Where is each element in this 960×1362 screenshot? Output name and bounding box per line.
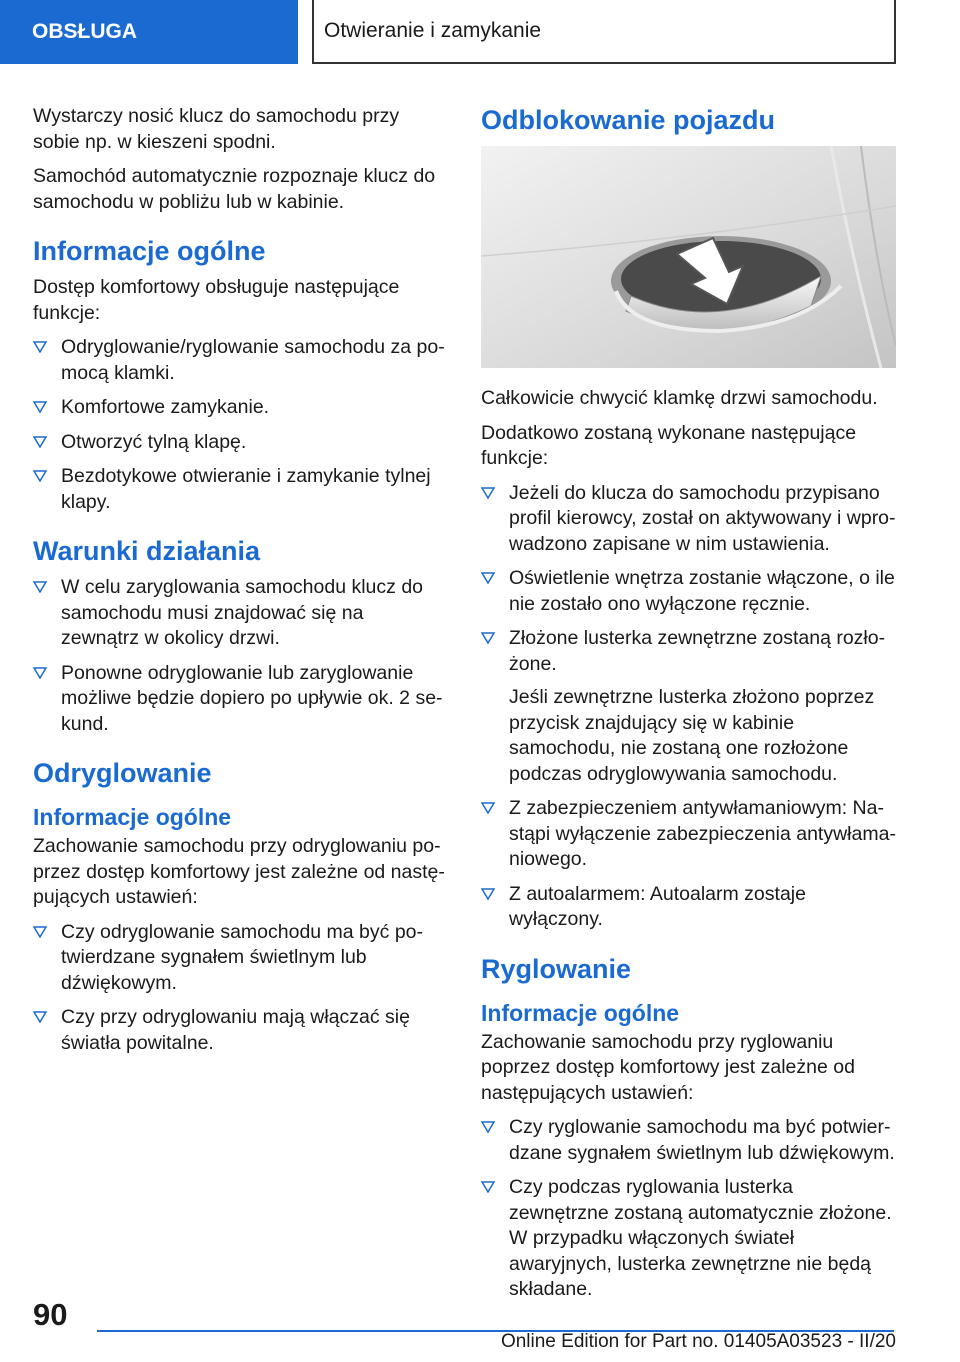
triangle-bullet-icon — [33, 926, 47, 938]
list-item — [33, 920, 445, 997]
list-item-text: Złożone lusterka zewnętrzne zostaną rozłożone. — [509, 627, 886, 675]
list-item-text: Czy przy odryglowaniu mają włączać się światła powitalne. — [61, 1006, 410, 1054]
list-item-text: Czy podczas ryglowania lusterka zewnętrzne zostaną automatycznie złożone. W przypadku włączonych świateł awaryjnych, lusterka zewnętrzne nie będą składane. — [509, 1176, 892, 1300]
bullet-list — [481, 1115, 896, 1303]
page-header — [312, 0, 896, 64]
triangle-bullet-icon — [481, 1121, 495, 1133]
list-item — [33, 430, 445, 456]
list-item — [481, 796, 896, 873]
bullet-list — [481, 481, 896, 933]
list-item-text: Ponowne odryglowanie lub zaryglowanie możliwe będzie dopiero po upływie ok. 2 sekund. — [61, 661, 443, 735]
paragraph: Zachowanie samochodu przy ryglowaniu poprzez dostęp komfortowy jest zależne od następujących ustawień: — [481, 1030, 855, 1104]
list-item-note: Jeśli zewnętrzne lusterka złożono poprzez przycisk znajdujący się w kabinie samochodu, nie zostaną one rozłożone podczas odryglowywania samochodu. — [509, 686, 875, 785]
list-item — [481, 1115, 896, 1166]
section-heading: Warunki działania — [33, 536, 261, 566]
list-item-text: Odryglowanie/ryglowanie samochodu za pomocą klamki. — [61, 336, 445, 384]
page-header-title: Otwieranie i zamykanie — [324, 19, 542, 42]
triangle-bullet-icon — [33, 667, 47, 679]
footer-edition: Online Edition for Part no. 01405A03523 - II/20 — [500, 1331, 896, 1352]
subsection-heading: Informacje ogólne — [33, 804, 232, 830]
bullet-list — [33, 575, 445, 737]
bullet-list — [33, 335, 445, 515]
section-heading: Informacje ogólne — [33, 236, 266, 266]
triangle-bullet-icon — [481, 632, 495, 644]
paragraph: Dodatkowo zostaną wykonane następujące funkcje: — [481, 421, 857, 469]
triangle-bullet-icon — [33, 581, 47, 593]
triangle-bullet-icon — [33, 436, 47, 448]
right-column — [481, 104, 896, 1312]
bullet-list — [33, 920, 445, 1057]
list-item — [481, 882, 896, 933]
left-column — [33, 104, 445, 1065]
list-item-text: Czy ryglowanie samochodu ma być potwierdzane sygnałem świetlnym lub dźwiękowym. — [509, 1116, 895, 1164]
triangle-bullet-icon — [481, 487, 495, 499]
list-item — [33, 661, 445, 738]
list-item-text: Bezdotykowe otwieranie i zamykanie tylnej klapy. — [61, 465, 431, 513]
image-caption: Całkowicie chwycić klamkę drzwi samochodu. — [481, 387, 878, 409]
triangle-bullet-icon — [33, 401, 47, 413]
list-item — [481, 626, 896, 787]
list-item — [33, 1005, 445, 1056]
list-item — [481, 481, 896, 558]
triangle-bullet-icon — [481, 802, 495, 814]
list-item-text: Komfortowe zamykanie. — [61, 396, 270, 418]
section-label: OBSŁUGA — [32, 20, 137, 43]
section-heading: Odblokowanie pojazdu — [481, 105, 776, 135]
list-item — [481, 1175, 896, 1303]
triangle-bullet-icon — [33, 341, 47, 353]
paragraph: Samochód automatycznie rozpoznaje klucz do samochodu w pobliżu lub w kabinie. — [33, 165, 436, 213]
list-item-text: W celu zaryglowania samochodu klucz do samochodu musi znajdować się na zewnątrz w okolicy drzwi. — [61, 576, 424, 649]
list-item-text: Otworzyć tylną klapę. — [61, 430, 247, 453]
door-handle-photo — [481, 146, 896, 368]
list-item — [33, 575, 445, 652]
list-item-text: Z autoalarmem: Autoalarm zostaje wyłączony. — [509, 882, 806, 930]
page-number: 90 — [33, 1297, 68, 1332]
triangle-bullet-icon — [481, 1181, 495, 1193]
triangle-bullet-icon — [481, 572, 495, 584]
list-item-text: Czy odryglowanie samochodu ma być potwierdzane sygnałem świetlnym lub dźwiękowym. — [61, 920, 424, 994]
section-heading: Ryglowanie — [481, 953, 632, 984]
list-item-text: Oświetlenie wnętrza zostanie włączone, o ile nie zostało ono wyłączone ręcznie. — [509, 567, 895, 615]
list-item — [33, 395, 445, 421]
triangle-bullet-icon — [481, 888, 495, 900]
triangle-bullet-icon — [33, 470, 47, 482]
paragraph: Dostęp komfortowy obsługuje następujące funkcje: — [33, 276, 400, 324]
list-item-text: Jeżeli do klucza do samochodu przypisano profil kierowcy, został on aktywowany i wprowadzono zapisane w nim ustawienia. — [509, 481, 896, 555]
list-item — [33, 335, 445, 386]
paragraph: Wystarczy nosić klucz do samochodu przy sobie np. w kieszeni spodni. — [33, 105, 400, 153]
list-item-text: Z zabezpieczeniem antywłamaniowym: Nastąpi wyłączenie zabezpieczenia antywłamaniowego. — [509, 797, 896, 870]
section-tab — [0, 0, 298, 64]
list-item — [33, 464, 445, 515]
paragraph: Zachowanie samochodu przy odryglowaniu poprzez dostęp komfortowy jest zależne od następujących ustawień: — [33, 835, 445, 908]
list-item — [481, 566, 896, 617]
section-heading: Odryglowanie — [33, 758, 212, 788]
triangle-bullet-icon — [33, 1011, 47, 1023]
subsection-heading: Informacje ogólne — [481, 999, 680, 1026]
